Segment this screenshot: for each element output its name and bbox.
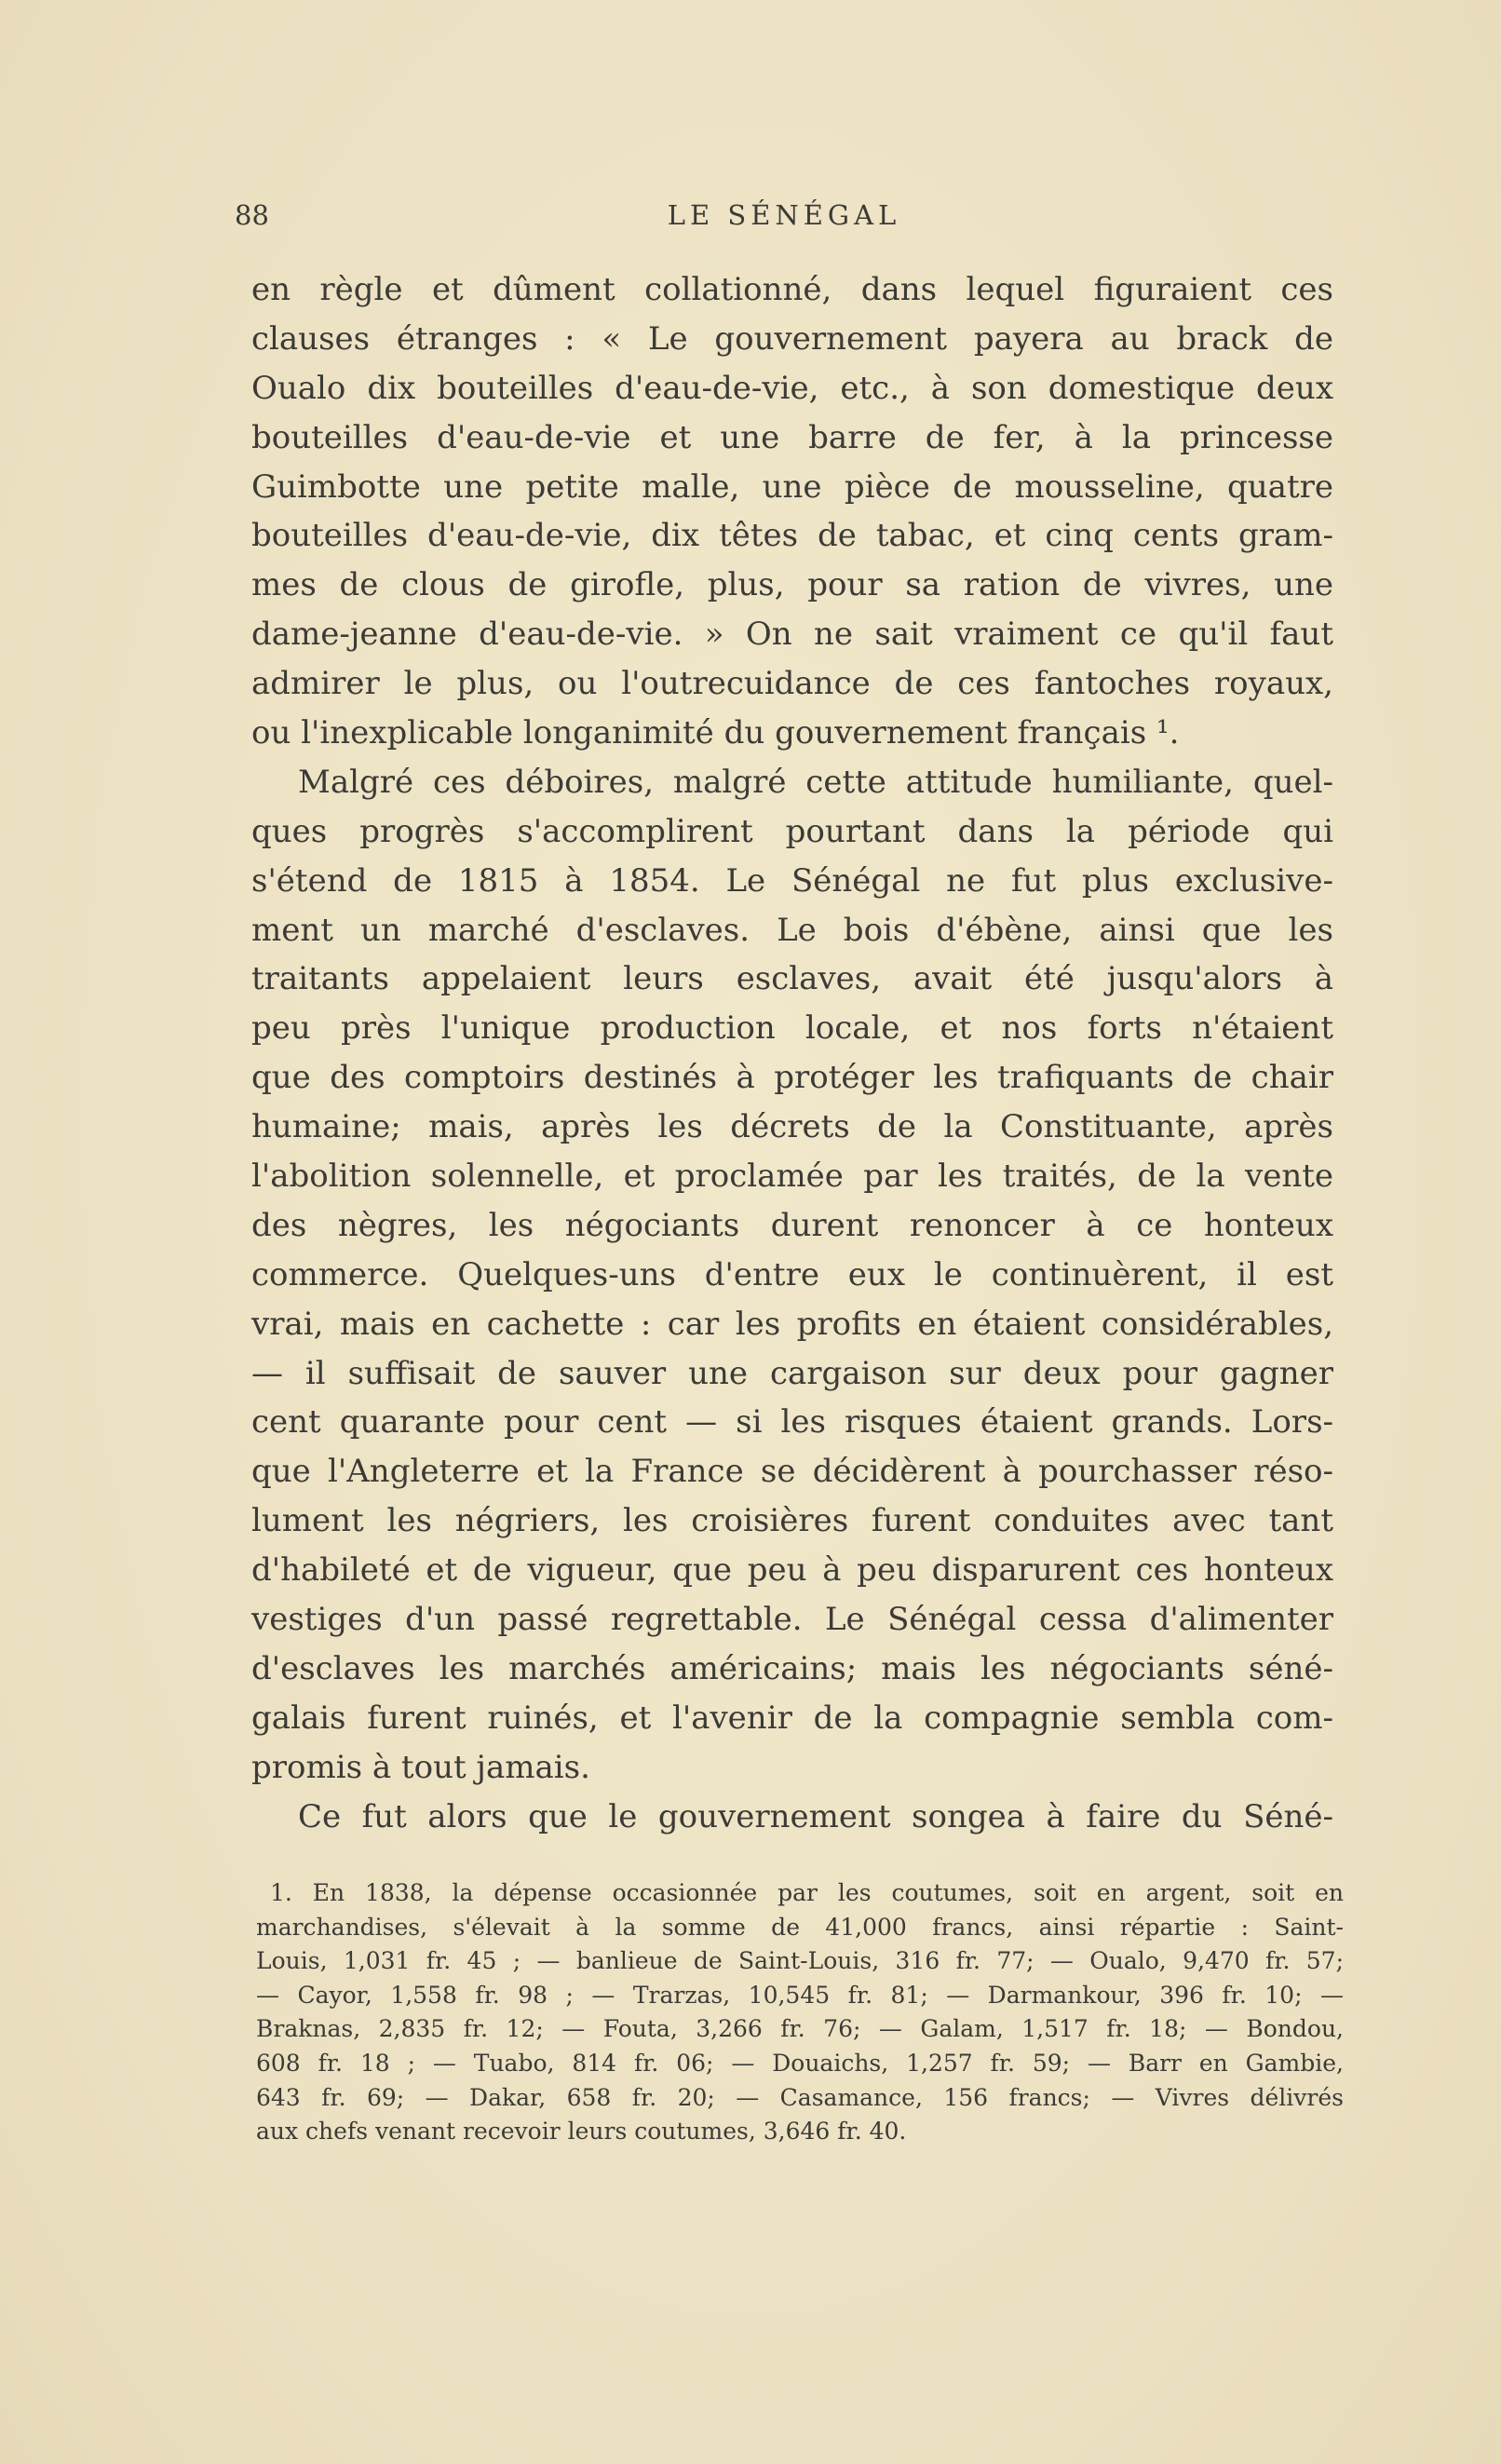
text-line: promis à tout jamais. — [251, 1748, 590, 1786]
text-line: — il suffisait de sauver une cargaison sur deux pour gagner — [251, 1354, 1333, 1392]
text-line: bouteilles d'eau-de-vie, dix têtes de tabac, et cinq cents gram- — [251, 517, 1333, 555]
text-line: ou l'inexplicable longanimité du gouvernement français ¹. — [251, 714, 1180, 752]
text-line: peu près l'unique production locale, et nos forts n'étaient — [251, 1009, 1333, 1048]
text-line: l'abolition solennelle, et proclamée par les traités, de la vente — [251, 1158, 1333, 1196]
text-line: s'étend de 1815 à 1854. Le Sénégal ne fut plus exclusive- — [251, 861, 1333, 900]
running-title: LE SÉNÉGAL — [667, 199, 901, 231]
footnote-line: 643 fr. 69; — Dakar, 658 fr. 20; — Casamance, 156 francs; — Vivres délivrés — [256, 2083, 1344, 2111]
footnote-line: Braknas, 2,835 fr. 12; — Fouta, 3,266 fr. 76; — Galam, 1,517 fr. 18; — Bondou, — [256, 2015, 1344, 2043]
text-line: Oualo dix bouteilles d'eau-de-vie, etc., à son domestique deux — [251, 369, 1333, 407]
body-text — [251, 265, 1333, 1842]
text-line: admirer le plus, ou l'outrecuidance de ces fantoches royaux, — [251, 665, 1333, 703]
footnote-line: Louis, 1,031 fr. 45 ; — banlieue de Saint-Louis, 316 fr. 77; — Oualo, 9,470 fr. 57; — [256, 1947, 1344, 1975]
text-line: ment un marché d'esclaves. Le bois d'ébène, ainsi que les — [251, 911, 1333, 949]
text-line: bouteilles d'eau-de-vie et une barre de fer, à la princesse — [251, 418, 1333, 456]
text-line: vestiges d'un passé regrettable. Le Sénégal cessa d'alimenter — [251, 1601, 1333, 1639]
text-line: en règle et dûment collationné, dans lequel figuraient ces — [251, 271, 1333, 308]
text-line: que des comptoirs destinés à protéger les trafiquants de chair — [251, 1059, 1333, 1097]
text-line: humaine; mais, après les décrets de la Constituante, après — [251, 1108, 1333, 1146]
text-line: Ce fut alors que le gouvernement songea à faire du Séné- — [298, 1797, 1333, 1835]
text-line: Malgré ces déboires, malgré cette attitude humiliante, quel- — [298, 763, 1333, 801]
footnotes — [256, 1876, 1344, 2149]
text-line: vrai, mais en cachette : car les profits en étaient considérables, — [251, 1305, 1333, 1343]
footnote-line: — Cayor, 1,558 fr. 98 ; — Trarzas, 10,545 fr. 81; — Darmankour, 396 fr. 10; — — [256, 1981, 1344, 2009]
text-line: d'habileté et de vigueur, que peu à peu disparurent ces honteux — [251, 1551, 1333, 1590]
text-line: que l'Angleterre et la France se décidèrent à pourchasser réso- — [251, 1453, 1333, 1491]
text-line: mes de clous de girofle, plus, pour sa ration de vivres, une — [251, 566, 1333, 604]
text-line: lument les négriers, les croisières furent conduites avec tant — [251, 1502, 1333, 1540]
text-line: Guimbotte une petite malle, une pièce de mousseline, quatre — [251, 467, 1333, 506]
text-line: des nègres, les négociants durent renoncer à ce honteux — [251, 1206, 1333, 1244]
text-line: cent quarante pour cent — si les risques étaient grands. Lors- — [251, 1403, 1333, 1442]
footnote-line: 1. En 1838, la dépense occasionnée par les coutumes, soit en argent, soit en — [270, 1879, 1344, 1906]
text-line: commerce. Quelques-uns d'entre eux le continuèrent, il est — [251, 1255, 1333, 1293]
text-line: galais furent ruinés, et l'avenir de la compagnie sembla com- — [251, 1699, 1333, 1737]
footnote-line: marchandises, s'élevait à la somme de 41,000 francs, ainsi répartie : Saint- — [256, 1913, 1344, 1941]
text-line: traitants appelaient leurs esclaves, avait été jusqu'alors à — [251, 960, 1333, 998]
text-line: clauses étranges : « Le gouvernement payera au brack de — [251, 319, 1333, 358]
footnote-line: aux chefs venant recevoir leurs coutumes, 3,646 fr. 40. — [256, 2118, 907, 2146]
text-line: dame-jeanne d'eau-de-vie. » On ne sait vraiment ce qu'il faut — [251, 616, 1333, 654]
text-line: d'esclaves les marchés américains; mais les négociants séné- — [251, 1649, 1333, 1687]
text-line: ques progrès s'accomplirent pourtant dans la période qui — [251, 812, 1333, 850]
footnote-line: 608 fr. 18 ; — Tuabo, 814 fr. 06; — Douaichs, 1,257 fr. 59; — Barr en Gambie, — [256, 2049, 1344, 2077]
page-number: 88 — [235, 199, 269, 231]
page-header — [235, 199, 1333, 240]
